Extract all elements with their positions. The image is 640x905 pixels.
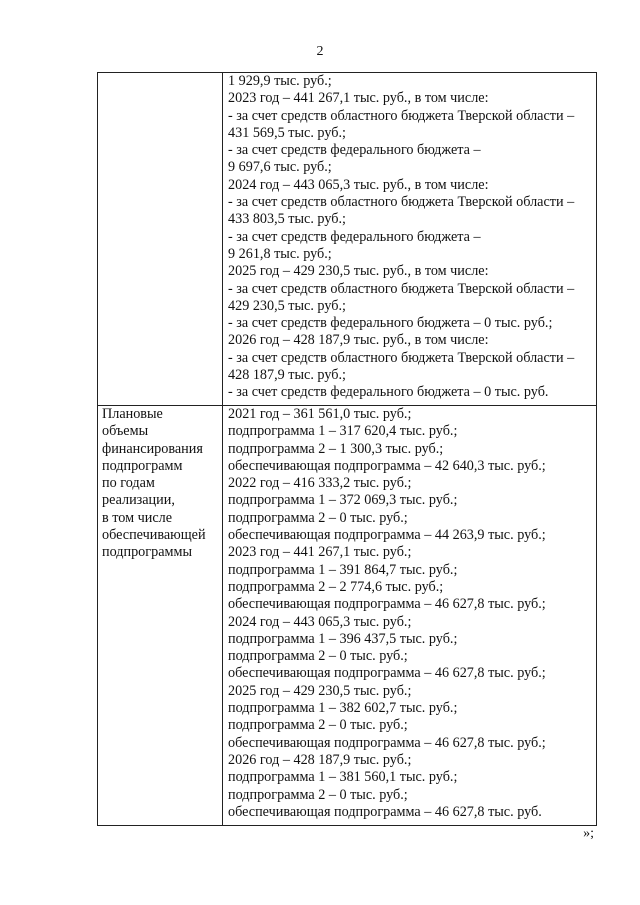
closing-quote-mark: »; xyxy=(583,826,594,841)
text-line: обеспечивающей xyxy=(102,527,206,544)
text-line: обеспечивающая подпрограмма – 42 640,3 тыс. руб.; xyxy=(228,457,546,474)
text-line: 2022 год – 416 333,2 тыс. руб.; xyxy=(228,475,412,492)
text-line: 1 929,9 тыс. руб.; xyxy=(228,73,332,89)
text-line: обеспечивающая подпрограмма – 44 263,9 тыс. руб.; xyxy=(228,527,546,544)
text-line: по годам xyxy=(102,475,155,492)
text-line: подпрограмма 1 – 372 069,3 тыс. руб.; xyxy=(228,492,458,509)
text-line: - за счет средств областного бюджета Тверской области – xyxy=(228,194,575,211)
table-row xyxy=(98,406,597,826)
text-line: подпрограмма 1 – 317 620,4 тыс. руб.; xyxy=(228,423,458,440)
page-number: 2 xyxy=(316,44,324,59)
text-line: 2023 год – 441 267,1 тыс. руб.; xyxy=(228,544,412,561)
text-line: подпрограмма 2 – 2 774,6 тыс. руб.; xyxy=(228,578,444,595)
text-line: в том числе xyxy=(102,509,173,526)
text-line: 2021 год – 361 561,0 тыс. руб.; xyxy=(228,406,412,422)
text-line: подпрограмма 2 – 0 тыс. руб.; xyxy=(228,717,408,734)
text-line: 428 187,9 тыс. руб.; xyxy=(228,367,346,384)
text-line: 2023 год – 441 267,1 тыс. руб., в том числе: xyxy=(228,90,489,107)
text-line: подпрограммы xyxy=(102,544,192,561)
text-line: Плановые xyxy=(102,406,163,422)
text-line: подпрограмма 2 – 0 тыс. руб.; xyxy=(228,509,408,526)
row-label-cell xyxy=(98,73,223,406)
financing-table xyxy=(97,72,597,826)
text-line: 429 230,5 тыс. руб.; xyxy=(228,297,346,314)
text-line: - за счет средств областного бюджета Тверской области – xyxy=(228,107,575,124)
text-line: объемы xyxy=(102,423,149,440)
row-content-cell xyxy=(223,406,597,826)
text-line: подпрограмм xyxy=(102,457,183,474)
text-line: - за счет средств областного бюджета Тверской области – xyxy=(228,349,575,366)
text-line: реализации, xyxy=(102,492,175,509)
text-line: 433 803,5 тыс. руб.; xyxy=(228,211,346,228)
text-line: обеспечивающая подпрограмма – 46 627,8 тыс. руб.; xyxy=(228,596,546,613)
text-line: - за счет средств областного бюджета Тверской области – xyxy=(228,280,575,297)
text-line: - за счет средств федерального бюджета – 0 тыс. руб.; xyxy=(228,315,553,332)
text-line: подпрограмма 1 – 396 437,5 тыс. руб.; xyxy=(228,630,458,647)
text-line: 2025 год – 429 230,5 тыс. руб., в том числе: xyxy=(228,263,489,280)
text-line: подпрограмма 2 – 0 тыс. руб.; xyxy=(228,648,408,665)
text-line: обеспечивающая подпрограмма – 46 627,8 тыс. руб.; xyxy=(228,734,546,751)
text-line: - за счет средств федерального бюджета – 0 тыс. руб. xyxy=(228,384,549,401)
table-row xyxy=(98,73,597,406)
text-line: 2025 год – 429 230,5 тыс. руб.; xyxy=(228,682,412,699)
row-content-cell xyxy=(223,73,597,406)
text-line: 2024 год – 443 065,3 тыс. руб.; xyxy=(228,613,412,630)
text-line: подпрограмма 1 – 391 864,7 тыс. руб.; xyxy=(228,561,458,578)
text-line: - за счет средств федерального бюджета – xyxy=(228,228,481,245)
text-line: обеспечивающая подпрограмма – 46 627,8 тыс. руб.; xyxy=(228,665,546,682)
text-line: - за счет средств федерального бюджета – xyxy=(228,142,481,159)
text-line: подпрограмма 2 – 0 тыс. руб.; xyxy=(228,786,408,803)
text-line: 9 261,8 тыс. руб.; xyxy=(228,245,332,262)
text-line: 2026 год – 428 187,9 тыс. руб.; xyxy=(228,751,412,768)
text-line: 431 569,5 тыс. руб.; xyxy=(228,124,346,141)
text-line: обеспечивающая подпрограмма – 46 627,8 тыс. руб. xyxy=(228,803,542,820)
text-line: подпрограмма 2 – 1 300,3 тыс. руб.; xyxy=(228,440,444,457)
text-line: финансирования xyxy=(102,440,203,457)
text-line: 2026 год – 428 187,9 тыс. руб., в том числе: xyxy=(228,332,489,349)
text-line: подпрограмма 1 – 381 560,1 тыс. руб.; xyxy=(228,769,458,786)
row-label-cell xyxy=(98,406,223,826)
text-line: 2024 год – 443 065,3 тыс. руб., в том числе: xyxy=(228,176,489,193)
text-line: 9 697,6 тыс. руб.; xyxy=(228,159,332,176)
text-line: подпрограмма 1 – 382 602,7 тыс. руб.; xyxy=(228,700,458,717)
